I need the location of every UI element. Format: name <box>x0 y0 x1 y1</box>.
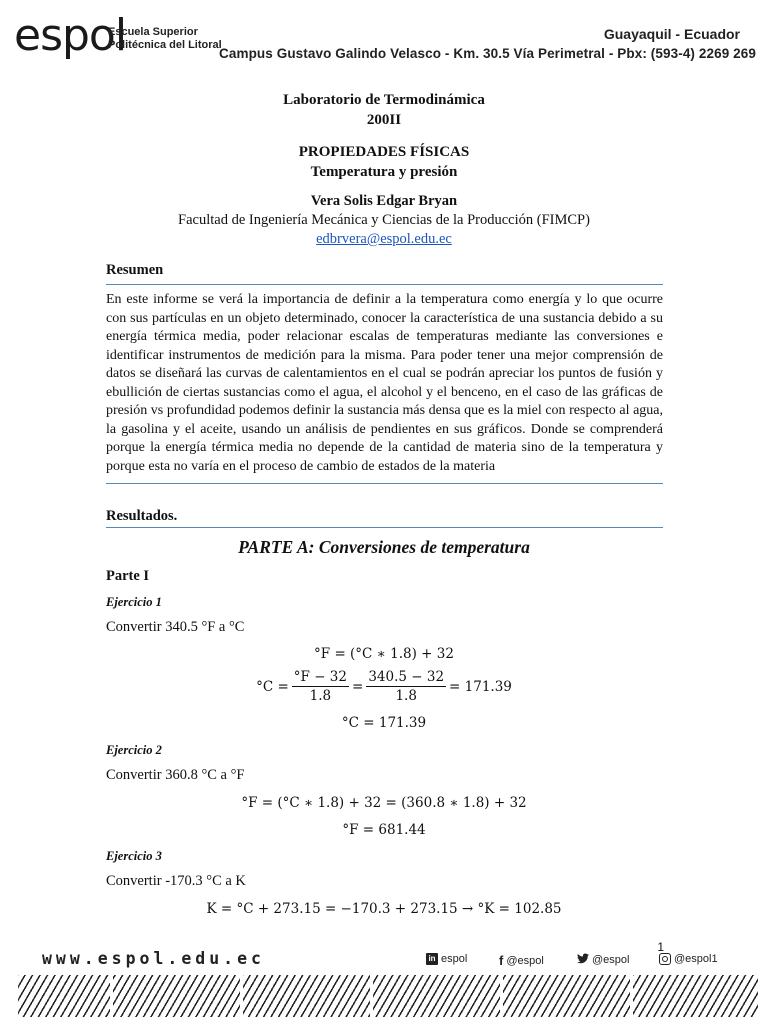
eq2-equals: = <box>352 678 364 695</box>
linkedin-icon: in <box>426 953 438 965</box>
abstract-text: En este informe se verá la importancia de definir a la temperatura como energía y lo que ocurre con sus partículas en un objeto determinado, conocer la característica de una sustancia debido a su energía térmica media, poder relacionar escalas de temperaturas mediante las conversiones e identificar instrumentos de medición para la misma. Para poder tener una mejor comprensión de datos se diseñará las curvas de calentamientos en el cual se podrán apreciar los puntos de fusión y ebullición de ciertas sustancias como el agua, el alcohol y el benceno, en el caso de las gráficas de presión vs profundidad podemos definir la sustancia más densa que es la miel con respecto al agua, la gasolina y el aceite, usando un análisis de pendientes en sus gráficos. Donde se comprenderá porque la energía térmica media no depende de la cantidad de materia sino de la temperatura y porque esta no varía en el proceso de cambio de estados de la materia <box>106 292 663 474</box>
abstract-top-rule <box>106 284 663 285</box>
lab-code: 200II <box>366 112 402 128</box>
exercise-1-equation-3: °C = 171.39 <box>341 715 427 731</box>
page-number: 1 <box>657 940 664 954</box>
twitter-handle: @espol <box>592 954 630 966</box>
footer-facebook[interactable] <box>499 953 544 968</box>
instagram-icon <box>659 953 671 965</box>
eq2-fraction-2-denominator: 1.8 <box>395 688 417 704</box>
author-name: Vera Solis Edgar Bryan <box>310 193 458 209</box>
exercise-1-statement: Convertir 340.5 °F a °C <box>106 619 245 635</box>
header-campus: Campus Gustavo Galindo Velasco - Km. 30.5 Vía Perimetral - Pbx: (593-4) 2269 269 <box>219 46 756 61</box>
exercise-1-equation-2 <box>0 669 768 704</box>
institution-line-1: Escuela Superior <box>108 26 198 38</box>
institution-name <box>108 26 222 52</box>
exercise-2-statement: Convertir 360.8 °C a °F <box>106 767 245 783</box>
eq2-rhs: = 171.39 <box>449 678 512 695</box>
footer-linkedin[interactable] <box>426 953 467 965</box>
exercise-2-equation-2: °F = 681.44 <box>342 822 426 838</box>
hatch-gap <box>240 975 243 1017</box>
hatch-gap <box>630 975 633 1017</box>
abstract-bottom-rule <box>106 483 663 484</box>
exercise-3-equation-1: K = °C + 273.15 = −170.3 + 273.15 → °K = 102.85 <box>206 901 562 917</box>
author-email-link[interactable]: edbrvera@espol.edu.ec <box>316 231 452 247</box>
eq2-fraction-1-numerator: °F − 32 <box>293 669 347 685</box>
eq2-fraction-1 <box>292 669 349 704</box>
hatch-gap <box>370 975 373 1017</box>
topic-title: PROPIEDADES FÍSICAS <box>298 144 470 160</box>
exercise-3-label: Ejercicio 3 <box>106 849 162 863</box>
footer-hatch-band <box>18 975 758 1017</box>
hatch-gap <box>110 975 113 1017</box>
twitter-icon <box>577 953 589 967</box>
exercise-2-label: Ejercicio 2 <box>106 743 162 757</box>
instagram-handle: @espol1 <box>674 953 718 965</box>
eq2-fraction-2 <box>366 669 446 704</box>
institution-line-2: Politécnica del Litoral <box>108 39 222 51</box>
facebook-handle: @espol <box>506 954 544 967</box>
exercise-1-equation-1: °F = (°C ∗ 1.8) + 32 <box>314 646 454 662</box>
faculty-name: Facultad de Ingeniería Mecánica y Ciencias de la Producción (FIMCP) <box>178 212 590 228</box>
lab-title: Laboratorio de Termodinámica <box>283 92 485 108</box>
hatch-gap <box>500 975 503 1017</box>
eq2-fraction-1-denominator: 1.8 <box>309 688 332 704</box>
exercise-1-label: Ejercicio 1 <box>106 595 162 609</box>
eq2-fraction-2-numerator: 340.5 − 32 <box>368 669 445 685</box>
results-heading: Resultados. <box>106 508 178 524</box>
part-i-heading: Parte I <box>106 568 150 584</box>
eq2-lhs: °C = <box>256 678 289 695</box>
exercise-2-equation-1: °F = (°C ∗ 1.8) + 32 = (360.8 ∗ 1.8) + 32 <box>241 795 527 811</box>
footer-instagram[interactable] <box>659 953 718 965</box>
footer-twitter[interactable] <box>577 953 629 967</box>
exercise-3-statement: Convertir -170.3 °C a K <box>106 873 246 889</box>
footer-url[interactable]: www.espol.edu.ec <box>42 949 265 968</box>
results-rule <box>106 527 663 528</box>
part-a-title: PARTE A: Conversiones de temperatura <box>238 537 530 557</box>
facebook-icon: f <box>499 953 504 968</box>
header-city: Guayaquil - Ecuador <box>603 26 740 42</box>
espol-logo: espol <box>14 10 127 61</box>
abstract-heading: Resumen <box>106 262 164 278</box>
subtopic-title: Temperatura y presión <box>310 164 458 180</box>
linkedin-handle: espol <box>441 953 468 965</box>
